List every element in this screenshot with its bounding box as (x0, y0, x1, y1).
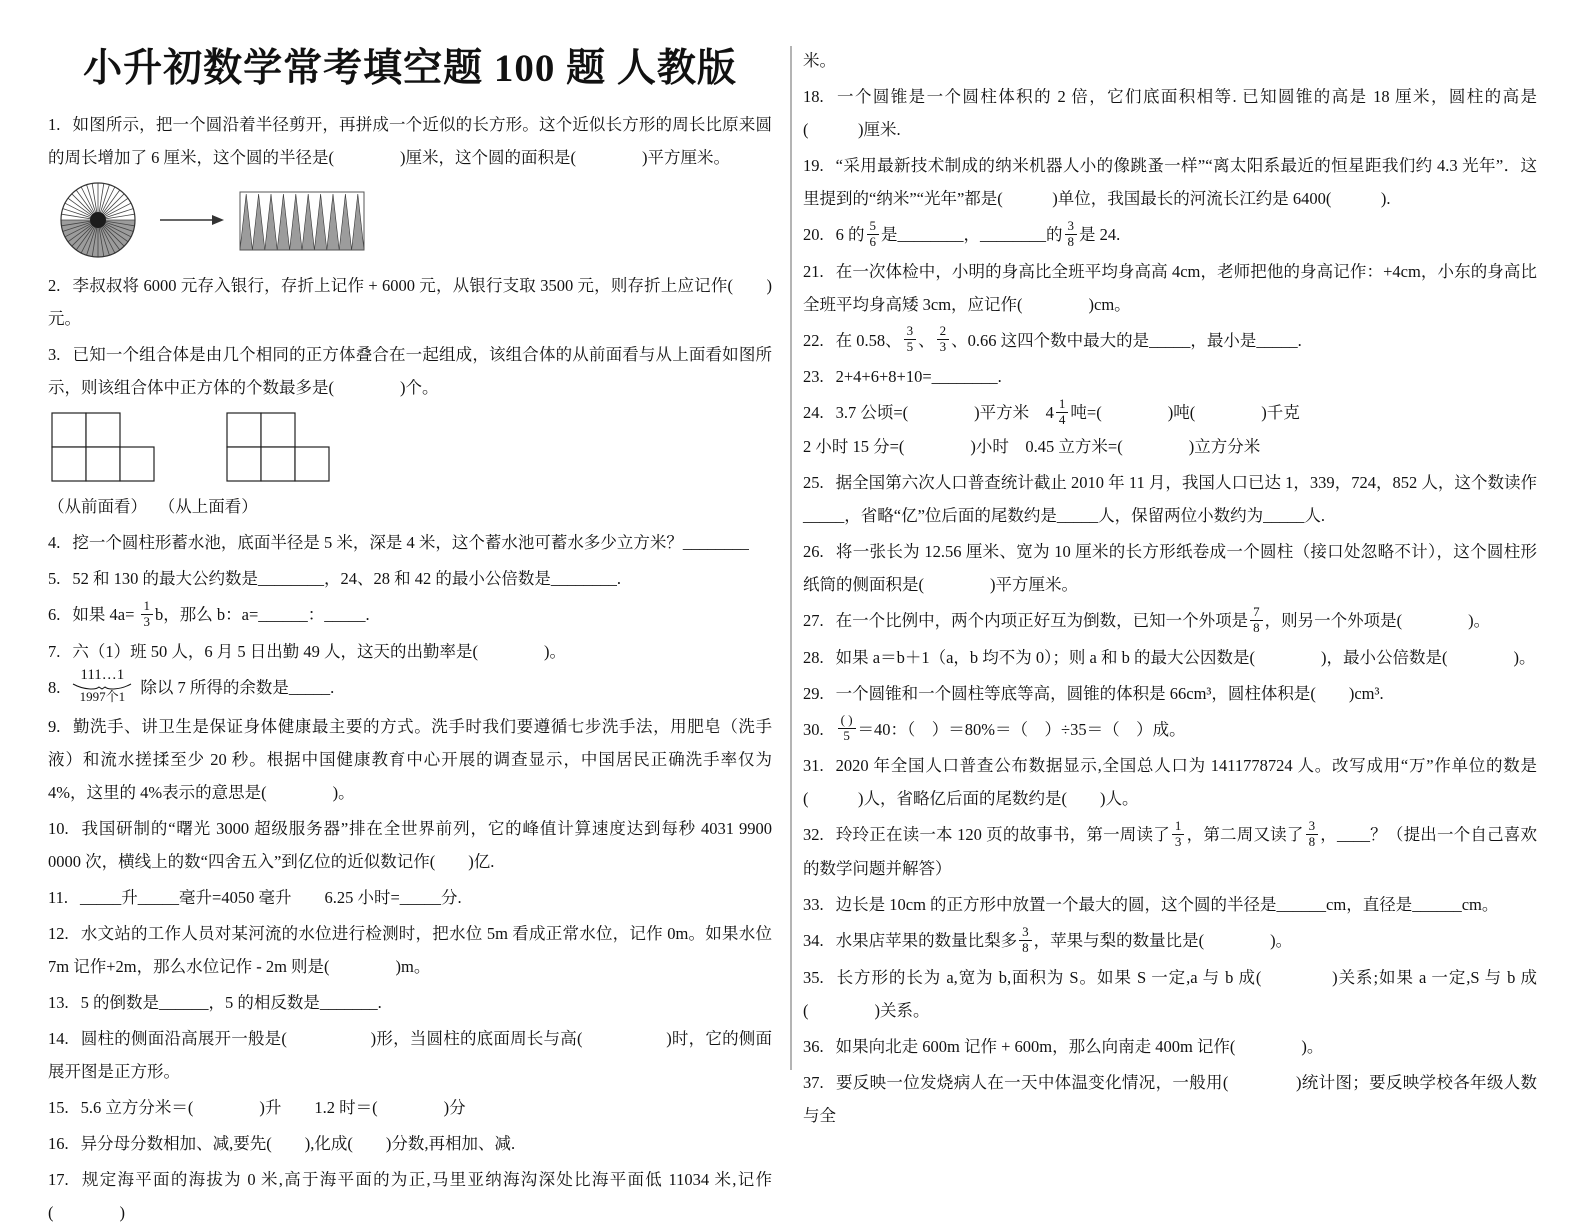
fraction-denominator: 5 (906, 339, 914, 355)
question-7 (48, 635, 772, 668)
left-column (48, 44, 772, 1232)
question-text: ，则另一个外项是( )。 (1264, 610, 1491, 630)
fraction-denominator: 3 (939, 339, 947, 355)
question-list-left (48, 108, 772, 1229)
fraction-denominator: 8 (1022, 939, 1029, 955)
question-17 (48, 1163, 772, 1229)
question-number: 12. (48, 924, 69, 944)
question-23 (803, 360, 1537, 393)
question-2 (48, 269, 772, 335)
question-21 (803, 255, 1537, 321)
top-view-label: （从上面看） (167, 497, 258, 516)
column-divider (790, 46, 792, 1070)
question-35 (803, 961, 1537, 1027)
underbrace-notation (72, 668, 132, 704)
question-1 (48, 108, 772, 174)
question-text: 规定海平面的海拔为 0 米,高于海平面的为正,马里亚纳海沟深处比海平面低 11034 米,记作( ) (48, 1170, 772, 1223)
question-15 (48, 1091, 772, 1124)
fraction (1172, 819, 1185, 850)
question-28 (803, 641, 1537, 674)
question-text: 一个圆锥是一个圆柱体积的 2 倍，它们底面积相等. 已知圆锥的高是 18 厘米，圆柱的高是( )厘米. (803, 87, 1537, 139)
question-text: 、0.66 这四个数中最大的是_____，最小是_____. (951, 330, 1302, 350)
question-34 (803, 924, 1537, 958)
question-number: 30. (803, 719, 824, 739)
question-24 (803, 396, 1537, 463)
fraction-numerator: ( ) (838, 713, 856, 729)
question-text: 李叔叔将 6000 元存入银行，存折上记作 + 6000 元，从银行支取 3500 元，则存折上应记作( )元。 (48, 276, 772, 328)
question-text: 据全国第六次人口普查统计截止 2010 年 11 月，我国人口已达 1，339，724，852 人，这个数读作_____，省略“亿”位后面的尾数约是_____人，保留两位小数约为_____人. (803, 472, 1537, 525)
question-31 (803, 749, 1537, 815)
question-36 (803, 1030, 1537, 1063)
question-11 (48, 881, 772, 914)
question-text: 是________，________的 (881, 225, 1063, 244)
question-number: 36. (803, 1036, 824, 1056)
question-number: 28. (803, 647, 824, 667)
question-5 (48, 562, 772, 595)
question-text: 如果 4a= (72, 605, 139, 624)
question-text: 6 的 (835, 225, 865, 244)
fraction-numerator: 3 (1306, 819, 1319, 835)
question-text: 玲玲正在读一本 120 页的故事书，第一周读了 (835, 825, 1170, 845)
question-number: 1. (48, 115, 61, 134)
question-9 (48, 710, 772, 809)
question-number: 3. (48, 345, 61, 364)
question-text: 我国研制的“曙光 3000 超级服务器”排在全世界前列，它的峰值计算速度达到每秒 4031 9900 0000 次，横线上的数“四舍五入”到亿位的近似数记作( )亿. (48, 819, 772, 872)
fraction (1065, 219, 1078, 250)
fraction-denominator: 6 (869, 233, 876, 249)
question-text: 将一张长为 12.56 厘米、宽为 10 厘米的长方形纸卷成一个圆柱（接口处忽略不计），这个圆柱形纸筒的侧面积是( )平方厘米。 (803, 541, 1537, 594)
question-text: 一个圆锥和一个圆柱等底等高，圆锥的体积是 66cm³，圆柱体积是( )cm³. (835, 683, 1384, 703)
fraction (1250, 605, 1263, 636)
question-26 (803, 535, 1537, 601)
question-text: _____升_____毫升=4050 毫升 6.25 小时=_____分. (80, 888, 462, 908)
question-8 (48, 666, 772, 707)
question-29 (803, 677, 1537, 710)
continuation-text (803, 44, 1537, 77)
question-text: 5 的倒数是______，5 的相反数是_______. (80, 993, 382, 1013)
question-text: ，____？（提出一个自己喜欢的数学问题并解答） (803, 825, 1538, 878)
question-18 (803, 80, 1537, 146)
question-text: 如果 a＝b＋1（a，b 均不为 0）；则 a 和 b 的最大公因数是( )，最小公倍数是( )。 (835, 647, 1536, 667)
question-number: 14. (48, 1029, 69, 1049)
question-text: b，那么 b：a=______：_____. (155, 605, 370, 624)
question-text: 挖一个圆柱形蓄水池，底面半径是 5 米，深是 4 米，这个蓄水池可蓄水多少立方米？________ (72, 533, 749, 552)
question-text: 长方形的长为 a,宽为 b,面积为 S。如果 S 一定,a 与 b 成( )关系;如果 a 一定,S 与 b 成( )关系。 (803, 967, 1537, 1020)
fraction-denominator: 4 (1058, 412, 1066, 428)
question-number: 23. (803, 367, 824, 387)
fraction (141, 599, 154, 630)
question-number: 35. (803, 967, 824, 987)
question-30 (803, 713, 1537, 747)
question-text: 水果店苹果的数量比梨多 (835, 930, 1018, 950)
fraction-denominator: 5 (843, 728, 850, 744)
question-text: 吨=( )吨( )千克 (1070, 403, 1300, 423)
question-number: 33. (803, 894, 824, 914)
fraction-denominator: 8 (1067, 233, 1074, 249)
question-number: 32. (803, 825, 824, 845)
cube-views-labels (48, 493, 772, 521)
question-27 (803, 604, 1537, 638)
question-number: 24. (803, 403, 824, 423)
question-22 (803, 324, 1537, 358)
right-column (803, 44, 1537, 1135)
question-3 (48, 338, 772, 404)
fraction-denominator: 8 (1308, 834, 1316, 849)
fraction (838, 713, 856, 744)
question-text: 2020 年全国人口普查公布数据显示,全国总人口为 1411778724 人。改写成用“万”作单位的数是( )人，省略亿后面的尾数约是( )人。 (803, 756, 1537, 809)
question-list-right (803, 44, 1537, 1132)
question-number: 17. (48, 1170, 69, 1190)
question-text: 在 0.58、 (835, 330, 902, 350)
question-number: 19. (803, 156, 824, 175)
question-number: 16. (48, 1134, 69, 1154)
question-text: ＝40：（ ）＝80%＝（ ）÷35＝（ ）成。 (857, 719, 1186, 739)
fraction (1056, 397, 1069, 428)
fraction-denominator: 3 (1174, 834, 1182, 849)
question-6 (48, 598, 772, 632)
question-text: 圆柱的侧面沿高展开一般是( )形，当圆柱的底面周长与高( )时，它的侧面展开图是正方形。 (48, 1029, 772, 1082)
question-text: 在一次体检中，小明的身高比全班平均身高高 4cm，老师把他的身高记作：+4cm，小东的身高比全班平均身高矮 3cm，应记作( )cm。 (803, 261, 1537, 314)
question-text: 如图所示，把一个圆沿着半径剪开，再拼成一个近似的长方形。这个近似长方形的周长比原来圆的周长增加了 6 厘米，这个圆的半径是( )厘米，这个圆的面积是( )平方厘米。 (48, 115, 772, 167)
fraction-numerator: 1 (141, 599, 154, 615)
fraction-numerator: 3 (1065, 219, 1078, 235)
question-text: 52 和 130 的最大公约数是________，24、28 和 42 的最小公倍数是________. (72, 569, 621, 588)
question-number: 2. (48, 276, 61, 295)
question-text: “采用最新技术制成的纳米机器人小的像跳蚤一样”“离太阳系最近的恒星距我们约 4.3 光年”．这里提到的“纳米”“光年”都是( )单位，我国最长的河流长江约是 6400( ). (803, 156, 1537, 208)
fraction (1306, 819, 1319, 850)
question-14 (48, 1022, 772, 1088)
question-4 (48, 526, 772, 559)
question-text: 除以 7 所得的余数是_____. (140, 677, 335, 697)
question-text: 3.7 公顷=( )平方米 4 (835, 403, 1054, 423)
fraction-numerator: 3 (1019, 925, 1032, 941)
fraction (867, 219, 880, 250)
question-text: 5.6 立方分米＝( )升 1.2 时＝( )分 (80, 1098, 466, 1118)
page-title: 小升初数学常考填空题 100 题 人教版 (83, 47, 737, 90)
question-33 (803, 888, 1537, 921)
question-text: 2+4+6+8+10=________. (835, 367, 1002, 387)
question-16 (48, 1127, 772, 1160)
question-number: 13. (48, 993, 69, 1013)
question-number: 25. (803, 472, 824, 492)
fraction (937, 324, 950, 355)
question-number: 6. (48, 605, 61, 624)
question-20 (803, 218, 1537, 252)
circle-cut-diagram (48, 180, 368, 260)
circle-to-rectangle-figure (48, 180, 772, 265)
question-text: 米。 (803, 51, 836, 70)
question-text: 已知一个组合体是由几个相同的正方体叠合在一起组成，该组合体的从前面看与从上面看如图所示，则该组合体中正方体的个数最多是( )个。 (48, 345, 772, 397)
question-number: 27. (803, 610, 824, 630)
question-number: 21. (803, 261, 824, 281)
question-text: 是 24. (1079, 225, 1121, 244)
question-12 (48, 917, 772, 983)
fraction-numerator: 3 (904, 324, 917, 340)
fraction-denominator: 3 (143, 613, 151, 629)
question-number: 8. (48, 677, 61, 697)
question-number: 22. (803, 330, 824, 350)
front-view-label: （从前面看） (48, 497, 147, 516)
question-text: 在一个比例中，两个内项正好互为倒数，已知一个外项是 (835, 610, 1249, 630)
fraction-numerator: 5 (867, 219, 880, 235)
question-number: 5. (48, 569, 61, 588)
fraction-numerator: 7 (1250, 605, 1263, 621)
question-10 (48, 812, 772, 878)
question-text: ，第二周又读了 (1186, 825, 1304, 845)
fraction-denominator: 8 (1253, 619, 1260, 635)
cube-views-diagram (48, 410, 348, 484)
underbrace-count: 1997个1 (79, 689, 126, 705)
question-number: 15. (48, 1098, 69, 1118)
question-text: ，苹果与梨的数量比是( )。 (1033, 930, 1293, 950)
fraction (1019, 925, 1032, 956)
question-text: 要反映一位发烧病人在一天中体温变化情况，一般用( )统计图；要反映学校各年级人数与全 (803, 1072, 1537, 1125)
question-number: 18. (803, 87, 824, 106)
question-number: 4. (48, 533, 61, 552)
question-text: 如果向北走 600m 记作 + 600m，那么向南走 400m 记作( )。 (835, 1036, 1324, 1056)
question-number: 10. (48, 819, 69, 839)
question-number: 9. (48, 717, 61, 737)
fraction (904, 324, 917, 355)
question-25 (803, 466, 1537, 532)
fraction-numerator: 1 (1056, 397, 1069, 413)
question-text: 、 (918, 330, 935, 350)
question-number: 20. (803, 225, 824, 244)
question-text: 水文站的工作人员对某河流的水位进行检测时，把水位 5m 看成正常水位，记作 0m。如果水位 7m 记作+2m，那么水位记作 - 2m 则是( )m。 (48, 924, 772, 977)
question-32 (803, 818, 1537, 885)
question-number: 37. (803, 1072, 824, 1092)
cube-views-figure (48, 410, 772, 489)
question-text: 勤洗手、讲卫生是保证身体健康最主要的方式。洗手时我们要遵循七步洗手法，用肥皂（洗手液）和流水搓揉至少 20 秒。根据中国健康教育中心开展的调查显示，中国居民正确洗手率仅为 4%，这里的 4%表示的意思是( )。 (48, 717, 772, 803)
fraction-numerator: 2 (937, 324, 950, 340)
question-number: 7. (48, 641, 61, 661)
question-13 (48, 986, 772, 1019)
question-number: 26. (803, 541, 824, 561)
question-text: 边长是 10cm 的正方形中放置一个最大的圆，这个圆的半径是______cm，直径是______cm。 (835, 894, 1499, 914)
question-text: 六（1）班 50 人，6 月 5 日出勤 49 人，这天的出勤率是( )。 (72, 641, 566, 661)
question-number: 11. (48, 888, 69, 908)
question-number: 34. (803, 930, 824, 950)
question-number: 31. (803, 756, 824, 776)
underbrace-top: 111…1 (80, 666, 125, 683)
question-text: 2 小时 15 分=( )小时 0.45 立方米=( )立方分米 (803, 436, 1261, 456)
question-number: 29. (803, 683, 824, 703)
question-37 (803, 1066, 1537, 1132)
question-19 (803, 149, 1537, 215)
question-text: 异分母分数相加、减,要先( ),化成( )分数,再相加、减. (80, 1134, 516, 1154)
fraction-numerator: 1 (1172, 819, 1185, 835)
